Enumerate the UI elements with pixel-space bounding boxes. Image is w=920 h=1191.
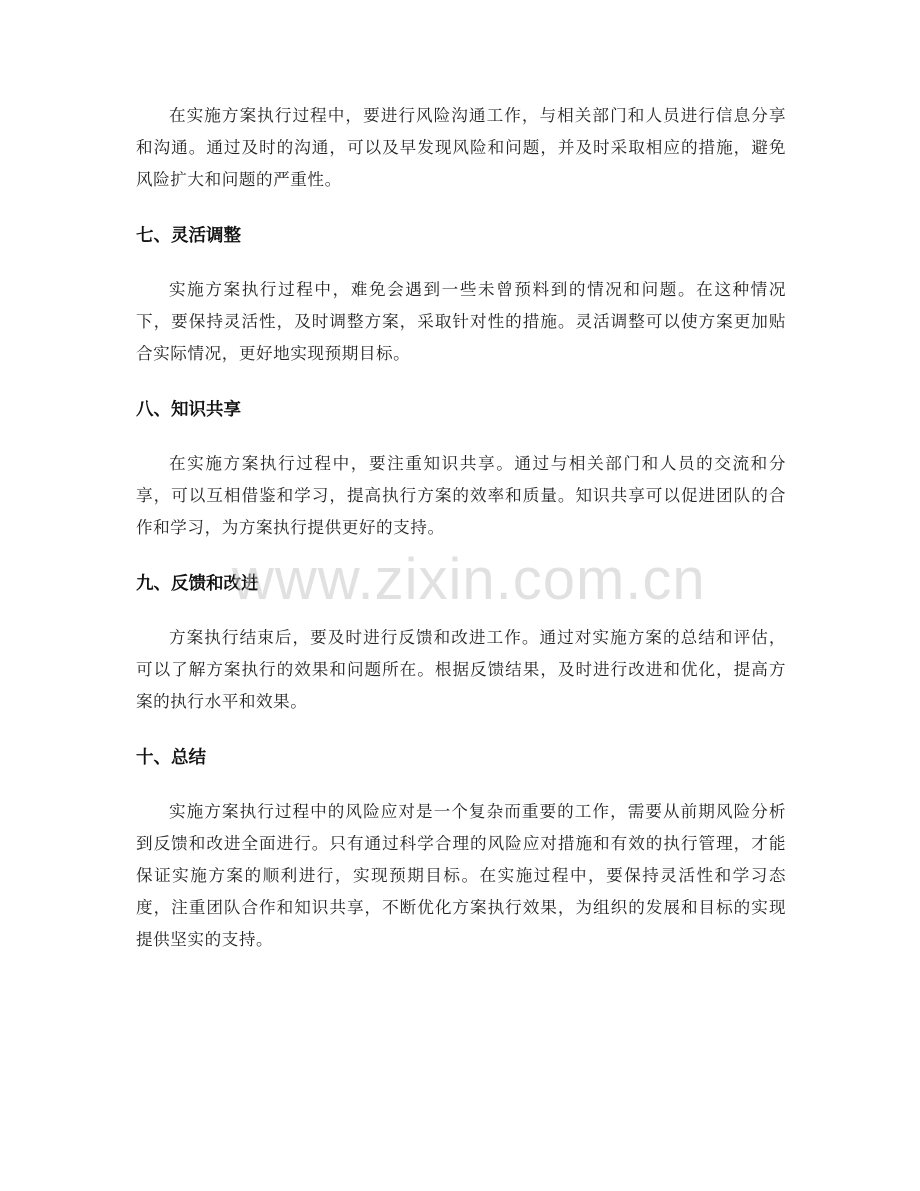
section-body-10: 实施方案执行过程中的风险应对是一个复杂而重要的工作，需要从前期风险分析到反馈和改进全面进行。只有通过科学合理的风险应对措施和有效的执行管理，才能保证实施方案的顺利进行，实现预期目标。在实施过程中，要保持灵活性和学习态度，注重团队合作和知识共享，不断优化方案执行效果，为组织的发展和目标的实现提供坚实的支持。 — [136, 802, 786, 949]
section-body-8: 在实施方案执行过程中，要注重知识共享。通过与相关部门和人员的交流和分享，可以互相借鉴和学习，提高执行方案的效率和质量。知识共享可以促进团队的合作和学习，为方案执行提供更好的支持。 — [136, 454, 786, 537]
section-heading-8: 八、知识共享 — [136, 400, 241, 420]
document-body — [136, 100, 786, 956]
watermark: www.zixin.com.cn — [232, 547, 706, 612]
section-body-9: 方案执行结束后，要及时进行反馈和改进工作。通过对实施方案的总结和评估，可以了解方案执行的效果和问题所在。根据反馈结果，及时进行改进和优化，提高方案的执行水平和效果。 — [136, 628, 786, 711]
intro-paragraph: 在实施方案执行过程中，要进行风险沟通工作，与相关部门和人员进行信息分享和沟通。通过及时的沟通，可以及早发现风险和问题，并及时采取相应的措施，避免风险扩大和问题的严重性。 — [136, 106, 786, 189]
section-body-7: 实施方案执行过程中，难免会遇到一些未曾预料到的情况和问题。在这种情况下，要保持灵活性，及时调整方案，采取针对性的措施。灵活调整可以使方案更加贴合实际情况，更好地实现预期目标。 — [136, 280, 786, 363]
section-heading-9: 九、反馈和改进 — [136, 574, 259, 594]
section-heading-10: 十、总结 — [136, 748, 206, 768]
section-heading-7: 七、灵活调整 — [136, 226, 241, 246]
